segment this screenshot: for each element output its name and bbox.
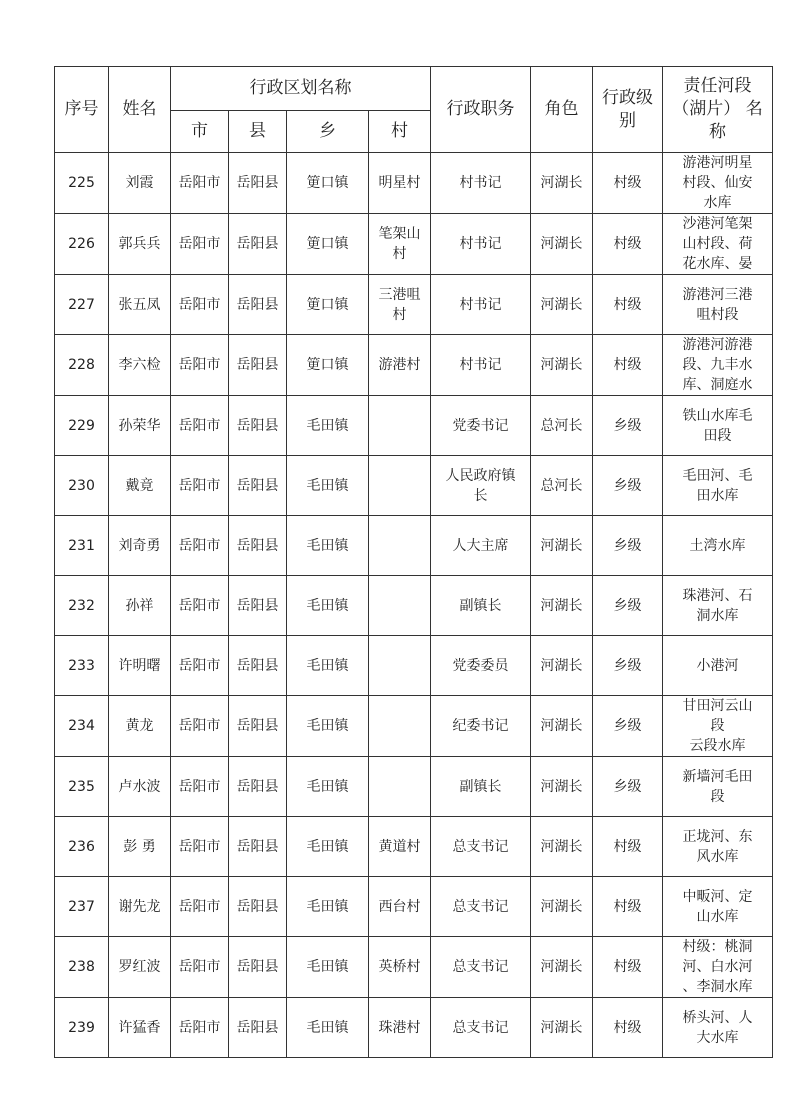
cell-village-line: 明星村 — [378, 175, 421, 191]
cell-level: 乡级 — [593, 757, 663, 817]
header-segment-line: 名称 — [709, 99, 763, 142]
table-row — [55, 456, 773, 516]
cell-city: 岳阳市 — [171, 877, 229, 937]
cell-name: 许猛香 — [109, 998, 171, 1058]
cell-segment-line: 村段、仙安 — [682, 175, 753, 191]
cell-township: 毛田镇 — [287, 516, 369, 576]
cell-village — [369, 214, 431, 275]
cell-city: 岳阳市 — [171, 757, 229, 817]
cell-county: 岳阳县 — [229, 275, 287, 335]
cell-level: 乡级 — [593, 696, 663, 757]
cell-role: 河湖长 — [531, 335, 593, 396]
cell-township: 筻口镇 — [287, 275, 369, 335]
cell-seq: 235 — [55, 757, 109, 817]
cell-name: 黄龙 — [109, 696, 171, 757]
cell-segment-line: 游港河明星 — [682, 155, 753, 171]
cell-position — [431, 153, 531, 214]
cell-segment-line: 甘田河云山 — [682, 698, 753, 714]
cell-segment-line: 游港河三港 — [682, 286, 753, 303]
cell-village — [369, 636, 431, 696]
header-name: 姓名 — [109, 67, 171, 153]
cell-segment — [663, 636, 773, 696]
cell-city: 岳阳市 — [171, 817, 229, 877]
cell-position-line: 总支书记 — [452, 1019, 509, 1036]
header-township: 乡 — [287, 111, 369, 153]
cell-position-line: 长 — [473, 487, 488, 504]
table-body — [55, 153, 773, 1058]
cell-segment-line: 段 — [710, 718, 725, 734]
cell-village-line: 西台村 — [378, 898, 421, 915]
cell-village-line: 黄道村 — [378, 838, 421, 855]
cell-village-line: 笔架山 — [378, 226, 421, 242]
cell-role: 河湖长 — [531, 214, 593, 275]
cell-role: 河湖长 — [531, 636, 593, 696]
cell-village — [369, 335, 431, 396]
cell-segment — [663, 696, 773, 757]
table-row — [55, 696, 773, 757]
cell-village-line: 游港村 — [378, 357, 421, 373]
cell-county: 岳阳县 — [229, 877, 287, 937]
cell-position — [431, 877, 531, 937]
cell-township: 毛田镇 — [287, 696, 369, 757]
header-village: 村 — [369, 111, 431, 153]
cell-segment-line: 、李洞水库 — [682, 979, 753, 995]
cell-segment-line: 河、白水河 — [682, 959, 753, 975]
cell-village-line: 三港咀 — [378, 286, 421, 303]
cell-position — [431, 456, 531, 516]
cell-role: 总河长 — [531, 456, 593, 516]
cell-role: 河湖长 — [531, 998, 593, 1058]
cell-level: 乡级 — [593, 456, 663, 516]
cell-role: 河湖长 — [531, 153, 593, 214]
table-row — [55, 757, 773, 817]
cell-name: 彭 勇 — [109, 817, 171, 877]
header-region: 行政区划名称 — [171, 67, 431, 111]
cell-village — [369, 757, 431, 817]
cell-segment-line: 大水库 — [696, 1029, 739, 1046]
cell-segment — [663, 456, 773, 516]
cell-village — [369, 516, 431, 576]
cell-position-line: 村书记 — [459, 296, 502, 313]
cell-city: 岳阳市 — [171, 456, 229, 516]
header-row-1 — [55, 67, 773, 111]
cell-segment — [663, 516, 773, 576]
cell-name: 张五凤 — [109, 275, 171, 335]
cell-seq: 226 — [55, 214, 109, 275]
cell-position-line: 总支书记 — [452, 959, 509, 975]
cell-segment-line: 新墙河毛田 — [682, 768, 753, 785]
cell-city: 岳阳市 — [171, 153, 229, 214]
cell-seq: 225 — [55, 153, 109, 214]
cell-seq: 236 — [55, 817, 109, 877]
cell-segment-line: 段 — [710, 788, 725, 805]
cell-segment — [663, 757, 773, 817]
cell-level: 村级 — [593, 153, 663, 214]
cell-segment — [663, 153, 773, 214]
header-segment-line: （湖片） — [672, 99, 741, 119]
cell-city: 岳阳市 — [171, 636, 229, 696]
cell-seq: 237 — [55, 877, 109, 937]
cell-county: 岳阳县 — [229, 998, 287, 1058]
cell-level: 村级 — [593, 877, 663, 937]
cell-segment — [663, 214, 773, 275]
cell-position — [431, 937, 531, 998]
cell-village — [369, 937, 431, 998]
cell-county: 岳阳县 — [229, 516, 287, 576]
cell-city: 岳阳市 — [171, 696, 229, 757]
cell-seq: 230 — [55, 456, 109, 516]
cell-township: 毛田镇 — [287, 576, 369, 636]
cell-segment — [663, 335, 773, 396]
cell-position-line: 总支书记 — [452, 898, 509, 915]
header-role: 角色 — [531, 67, 593, 153]
table-row — [55, 275, 773, 335]
header-city: 市 — [171, 111, 229, 153]
cell-segment-line: 山村段、荷 — [682, 236, 753, 252]
cell-city: 岳阳市 — [171, 214, 229, 275]
header-segment-line: 责任河段 — [683, 76, 752, 96]
cell-role: 河湖长 — [531, 817, 593, 877]
cell-name: 谢先龙 — [109, 877, 171, 937]
cell-seq: 229 — [55, 396, 109, 456]
cell-village — [369, 396, 431, 456]
cell-village — [369, 275, 431, 335]
cell-level: 乡级 — [593, 636, 663, 696]
cell-segment-line: 洞水库 — [696, 607, 739, 624]
table-row — [55, 817, 773, 877]
cell-position — [431, 576, 531, 636]
cell-village — [369, 877, 431, 937]
cell-city: 岳阳市 — [171, 335, 229, 396]
cell-segment-line: 田水库 — [696, 487, 739, 504]
cell-segment-line: 村级：桃洞 — [682, 939, 753, 955]
header-level — [593, 67, 663, 153]
cell-level: 村级 — [593, 275, 663, 335]
river-chief-table — [54, 66, 773, 1058]
table-row — [55, 335, 773, 396]
cell-position-line: 副镇长 — [459, 597, 502, 614]
cell-position — [431, 636, 531, 696]
cell-position — [431, 516, 531, 576]
cell-county: 岳阳县 — [229, 937, 287, 998]
cell-level: 村级 — [593, 998, 663, 1058]
cell-segment-line: 山水库 — [696, 908, 739, 925]
cell-seq: 228 — [55, 335, 109, 396]
cell-city: 岳阳市 — [171, 937, 229, 998]
cell-seq: 238 — [55, 937, 109, 998]
cell-village-line: 珠港村 — [378, 1019, 421, 1036]
cell-role: 河湖长 — [531, 576, 593, 636]
table-row — [55, 516, 773, 576]
cell-name: 罗红波 — [109, 937, 171, 998]
cell-county: 岳阳县 — [229, 636, 287, 696]
cell-level: 村级 — [593, 937, 663, 998]
cell-position-line: 总支书记 — [452, 838, 509, 855]
cell-segment — [663, 877, 773, 937]
header-segment — [663, 67, 773, 153]
cell-county: 岳阳县 — [229, 153, 287, 214]
header-position: 行政职务 — [431, 67, 531, 153]
cell-position-line: 纪委书记 — [452, 718, 509, 734]
cell-county: 岳阳县 — [229, 817, 287, 877]
cell-name: 李六检 — [109, 335, 171, 396]
cell-city: 岳阳市 — [171, 396, 229, 456]
cell-seq: 234 — [55, 696, 109, 757]
cell-role: 总河长 — [531, 396, 593, 456]
cell-county: 岳阳县 — [229, 696, 287, 757]
cell-village — [369, 456, 431, 516]
cell-township: 筻口镇 — [287, 335, 369, 396]
header-level-line: 行政级 — [602, 87, 653, 108]
cell-township: 筻口镇 — [287, 214, 369, 275]
table-row — [55, 998, 773, 1058]
cell-segment-line: 沙港河笔架 — [682, 216, 753, 232]
cell-role: 河湖长 — [531, 516, 593, 576]
cell-township: 毛田镇 — [287, 817, 369, 877]
cell-position-line: 村书记 — [459, 175, 502, 191]
cell-segment — [663, 817, 773, 877]
cell-township: 筻口镇 — [287, 153, 369, 214]
header-county: 县 — [229, 111, 287, 153]
cell-segment-line: 风水库 — [696, 848, 739, 865]
cell-position — [431, 998, 531, 1058]
table-row — [55, 937, 773, 998]
header-seq: 序号 — [55, 67, 109, 153]
cell-level: 乡级 — [593, 396, 663, 456]
table-row — [55, 576, 773, 636]
cell-segment-line: 珠港河、石 — [682, 587, 753, 604]
cell-position-line: 人民政府镇 — [445, 467, 516, 484]
cell-role: 河湖长 — [531, 757, 593, 817]
cell-level: 村级 — [593, 335, 663, 396]
cell-seq: 231 — [55, 516, 109, 576]
cell-position-line: 人大主席 — [452, 537, 509, 554]
cell-seq: 232 — [55, 576, 109, 636]
cell-role: 河湖长 — [531, 877, 593, 937]
cell-segment-line: 云段水库 — [689, 738, 746, 754]
cell-segment-line: 花水库、晏 — [682, 256, 753, 272]
cell-segment-line: 咀村段 — [696, 306, 739, 323]
cell-segment — [663, 396, 773, 456]
cell-role: 河湖长 — [531, 275, 593, 335]
cell-segment-line: 中畈河、定 — [682, 888, 753, 905]
cell-segment-line: 铁山水库毛 — [682, 407, 753, 424]
cell-name: 孙荣华 — [109, 396, 171, 456]
cell-name: 卢水波 — [109, 757, 171, 817]
cell-segment — [663, 998, 773, 1058]
cell-segment-line: 田段 — [703, 427, 732, 444]
cell-segment-line: 库、洞庭水 — [682, 377, 753, 393]
cell-position — [431, 214, 531, 275]
cell-township: 毛田镇 — [287, 456, 369, 516]
cell-position — [431, 335, 531, 396]
cell-segment-line: 段、九丰水 — [682, 357, 753, 373]
cell-county: 岳阳县 — [229, 214, 287, 275]
cell-role: 河湖长 — [531, 937, 593, 998]
cell-position — [431, 275, 531, 335]
cell-name: 刘奇勇 — [109, 516, 171, 576]
cell-village — [369, 576, 431, 636]
cell-segment-line: 游港河游港 — [682, 337, 753, 353]
cell-city: 岳阳市 — [171, 516, 229, 576]
cell-position-line: 村书记 — [459, 236, 502, 252]
cell-village-line: 村 — [392, 246, 407, 262]
cell-segment-line: 水库 — [703, 195, 732, 211]
cell-position — [431, 757, 531, 817]
cell-township: 毛田镇 — [287, 877, 369, 937]
cell-seq: 239 — [55, 998, 109, 1058]
cell-village — [369, 998, 431, 1058]
cell-name: 许明曙 — [109, 636, 171, 696]
cell-segment — [663, 576, 773, 636]
table-row — [55, 153, 773, 214]
cell-position — [431, 817, 531, 877]
cell-county: 岳阳县 — [229, 396, 287, 456]
cell-village — [369, 153, 431, 214]
cell-position — [431, 696, 531, 757]
cell-name: 孙祥 — [109, 576, 171, 636]
cell-position-line: 副镇长 — [459, 778, 502, 795]
cell-county: 岳阳县 — [229, 757, 287, 817]
table-row — [55, 877, 773, 937]
header-level-line: 别 — [619, 110, 636, 131]
cell-city: 岳阳市 — [171, 998, 229, 1058]
table-row — [55, 214, 773, 275]
cell-village-line: 英桥村 — [378, 959, 421, 975]
cell-segment-line: 桥头河、人 — [682, 1009, 753, 1026]
cell-position — [431, 396, 531, 456]
cell-segment-line: 土湾水库 — [689, 537, 746, 554]
cell-name: 戴竟 — [109, 456, 171, 516]
cell-county: 岳阳县 — [229, 576, 287, 636]
table-row — [55, 396, 773, 456]
cell-segment-line: 小港河 — [696, 657, 739, 674]
cell-segment-line: 正垅河、东 — [682, 828, 753, 845]
cell-level: 乡级 — [593, 516, 663, 576]
cell-segment — [663, 937, 773, 998]
cell-segment-line: 毛田河、毛 — [682, 467, 753, 484]
cell-name: 郭兵兵 — [109, 214, 171, 275]
cell-township: 毛田镇 — [287, 937, 369, 998]
cell-village — [369, 817, 431, 877]
cell-township: 毛田镇 — [287, 757, 369, 817]
cell-county: 岳阳县 — [229, 335, 287, 396]
cell-role: 河湖长 — [531, 696, 593, 757]
cell-township: 毛田镇 — [287, 636, 369, 696]
cell-position-line: 村书记 — [459, 357, 502, 373]
cell-township: 毛田镇 — [287, 998, 369, 1058]
cell-village-line: 村 — [392, 306, 407, 323]
cell-position-line: 党委书记 — [452, 417, 509, 434]
cell-level: 村级 — [593, 817, 663, 877]
cell-township: 毛田镇 — [287, 396, 369, 456]
cell-seq: 233 — [55, 636, 109, 696]
cell-level: 村级 — [593, 214, 663, 275]
cell-city: 岳阳市 — [171, 576, 229, 636]
cell-village — [369, 696, 431, 757]
cell-segment — [663, 275, 773, 335]
cell-seq: 227 — [55, 275, 109, 335]
cell-position-line: 党委委员 — [452, 657, 509, 674]
cell-city: 岳阳市 — [171, 275, 229, 335]
cell-county: 岳阳县 — [229, 456, 287, 516]
cell-name: 刘霞 — [109, 153, 171, 214]
table-row — [55, 636, 773, 696]
cell-level: 乡级 — [593, 576, 663, 636]
